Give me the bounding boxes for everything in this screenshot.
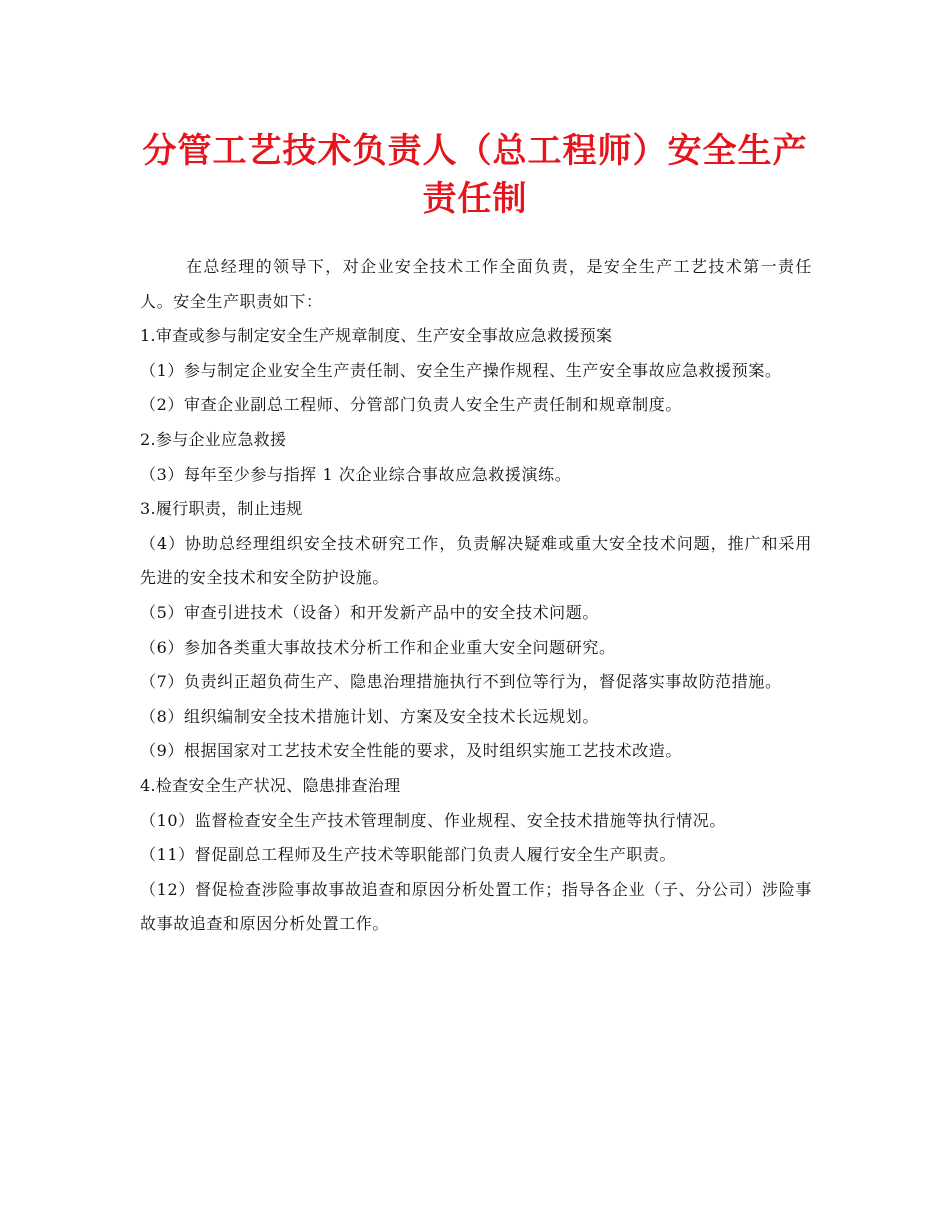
duty-item-2: （2）审查企业副总工程师、分管部门负责人安全生产责任制和规章制度。 xyxy=(140,395,682,415)
duty-item-1: （1）参与制定企业安全生产责任制、安全生产操作规程、生产安全事故应急救援预案。 xyxy=(140,360,782,380)
duty-item-9: （9）根据国家对工艺技术安全性能的要求，及时组织实施工艺技术改造。 xyxy=(140,741,682,761)
document-title-line-2: 责任制 xyxy=(422,179,528,219)
document-title-line-1: 分管工艺技术负责人（总工程师）安全生产 xyxy=(142,131,808,171)
duty-item-7: （7）负责纠正超负荷生产、隐患治理措施执行不到位等行为，督促落实事故防范措施。 xyxy=(140,672,782,692)
duty-item-3: （3）每年至少参与指挥 1 次企业综合事故应急救援演练。 xyxy=(140,464,572,484)
duty-item-10: （10）监督检查安全生产技术管理制度、作业规程、安全技术措施等执行情况。 xyxy=(140,810,726,830)
section-heading-3: 3.履行职责，制止违规 xyxy=(140,499,303,519)
duty-item-11: （11）督促副总工程师及生产技术等职能部门负责人履行安全生产职责。 xyxy=(140,845,677,865)
duty-item-12: （12）督促检查涉险事故事故追查和原因分析处置工作；指导各企业（子、分公司）涉险事故事故追查和原因分析处置工作。 xyxy=(140,879,812,934)
document-body xyxy=(140,250,812,942)
section-heading-1: 1.审查或参与制定安全生产规章制度、生产安全事故应急救援预案 xyxy=(140,326,613,346)
intro-paragraph: 在总经理的领导下，对企业安全技术工作全面负责，是安全生产工艺技术第一责任人。安全生产职责如下： xyxy=(140,257,812,311)
duty-item-6: （6）参加各类重大事故技术分析工作和企业重大安全问题研究。 xyxy=(140,637,616,657)
section-heading-2: 2.参与企业应急救援 xyxy=(140,429,287,449)
section-heading-4: 4.检查安全生产状况、隐患排查治理 xyxy=(140,775,401,795)
duty-item-5: （5）审查引进技术（设备）和开发新产品中的安全技术问题。 xyxy=(140,602,599,622)
duty-item-4: （4）协助总经理组织安全技术研究工作，负责解决疑难或重大安全技术问题，推广和采用先进的安全技术和安全防护设施。 xyxy=(140,533,812,588)
duty-item-8: （8）组织编制安全技术措施计划、方案及安全技术长远规划。 xyxy=(140,706,599,726)
